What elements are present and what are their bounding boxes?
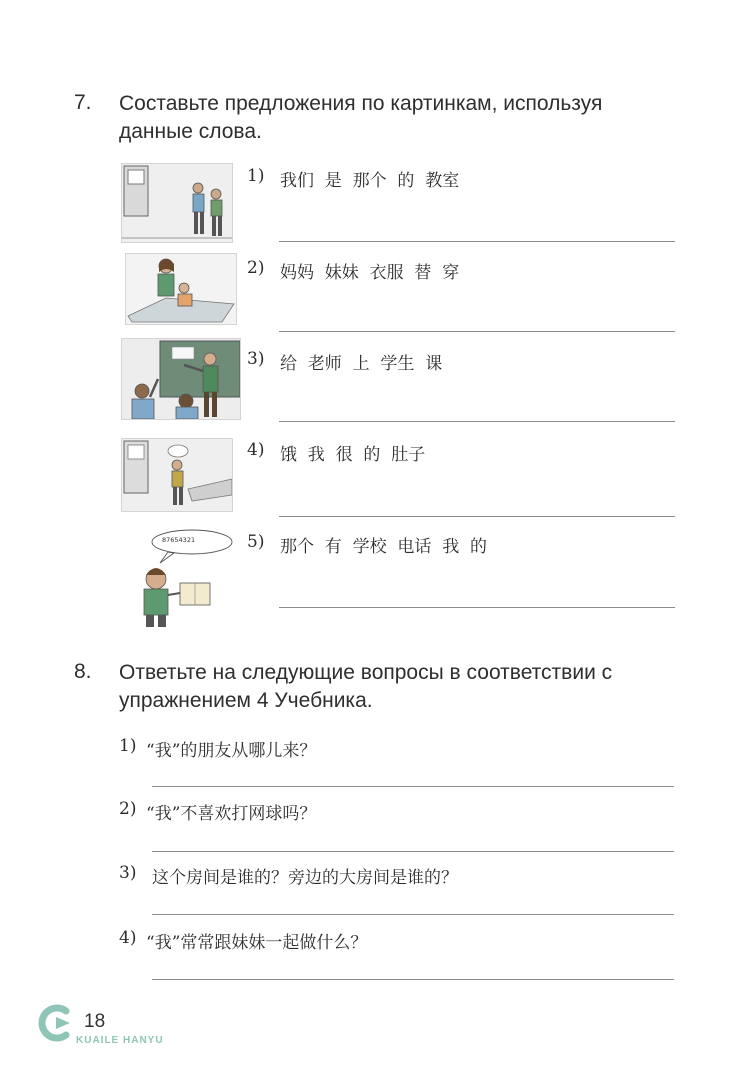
exercise-7-item-1-answer-line[interactable] [279, 241, 675, 242]
exercise-7-item-3-number: 3) [247, 349, 265, 369]
exercise-7-instruction-line-1: Составьте предложения по картинкам, используя [119, 92, 603, 115]
brand-name: KUAILE HANYU [76, 1035, 164, 1046]
exercise-8-question-3-text: 这个房间是谁的？旁边的大房间是谁的？ [152, 868, 458, 888]
exercise-8-instruction-line-1: Ответьте на следующие вопросы в соответствии с [119, 661, 613, 684]
kuaile-hanyu-logo-icon [36, 1003, 76, 1043]
exercise-8-instruction-line-2: упражнением 4 Учебника. [119, 689, 373, 712]
exercise-7-item-4-number: 4) [247, 440, 265, 460]
exercise-7-item-5-answer-line[interactable] [279, 607, 675, 608]
exercise-7-item-5-number: 5) [247, 532, 265, 552]
exercise-8-question-1-answer-line[interactable] [152, 786, 674, 787]
exercise-8-question-4-answer-line[interactable] [152, 979, 674, 980]
phone-number-bubble-text: 87654321 [162, 536, 196, 544]
exercise-8-question-1-text: “我”的朋友从哪儿来？ [146, 741, 317, 761]
exercise-7-item-3-words: 给 老师 上 学生 课 [280, 354, 443, 374]
exercise-7-item-5-words: 那个 有 学校 电话 我 的 [280, 537, 488, 557]
picture-mother-dressing-sister [125, 253, 237, 325]
exercise-7-item-4-answer-line[interactable] [279, 516, 675, 517]
exercise-8-question-2-text: “我”不喜欢打网球吗？ [146, 804, 317, 824]
exercise-7-item-1-number: 1) [247, 166, 265, 186]
exercise-7-item-4-words: 饿 我 很 的 肚子 [280, 445, 426, 465]
picture-hungry-boy [121, 438, 233, 512]
exercise-7-item-2-words: 妈妈 妹妹 衣服 替 穿 [280, 263, 460, 283]
page-number: 18 [84, 1011, 106, 1032]
exercise-7-item-2-number: 2) [247, 258, 265, 278]
exercise-8-number: 8. [74, 660, 92, 683]
exercise-7-item-3-answer-line[interactable] [279, 421, 675, 422]
exercise-8-question-4-number: 4) [119, 928, 137, 948]
picture-teacher-at-blackboard [121, 338, 241, 420]
exercise-8-question-3-answer-line[interactable] [152, 914, 674, 915]
exercise-7-item-1-words: 我们 是 那个 的 教室 [280, 171, 460, 191]
exercise-8-question-4-text: “我”常常跟妹妹一起做什么？ [146, 933, 368, 953]
exercise-8-question-3-number: 3) [119, 863, 137, 883]
exercise-8-question-2-answer-line[interactable] [152, 851, 674, 852]
exercise-8-question-2-number: 2) [119, 799, 137, 819]
exercise-7-number: 7. [74, 91, 92, 114]
picture-classroom-students [121, 163, 233, 243]
exercise-8-question-1-number: 1) [119, 736, 137, 756]
exercise-7-instruction-line-2: данные слова. [119, 120, 262, 143]
exercise-7-item-2-answer-line[interactable] [279, 331, 675, 332]
